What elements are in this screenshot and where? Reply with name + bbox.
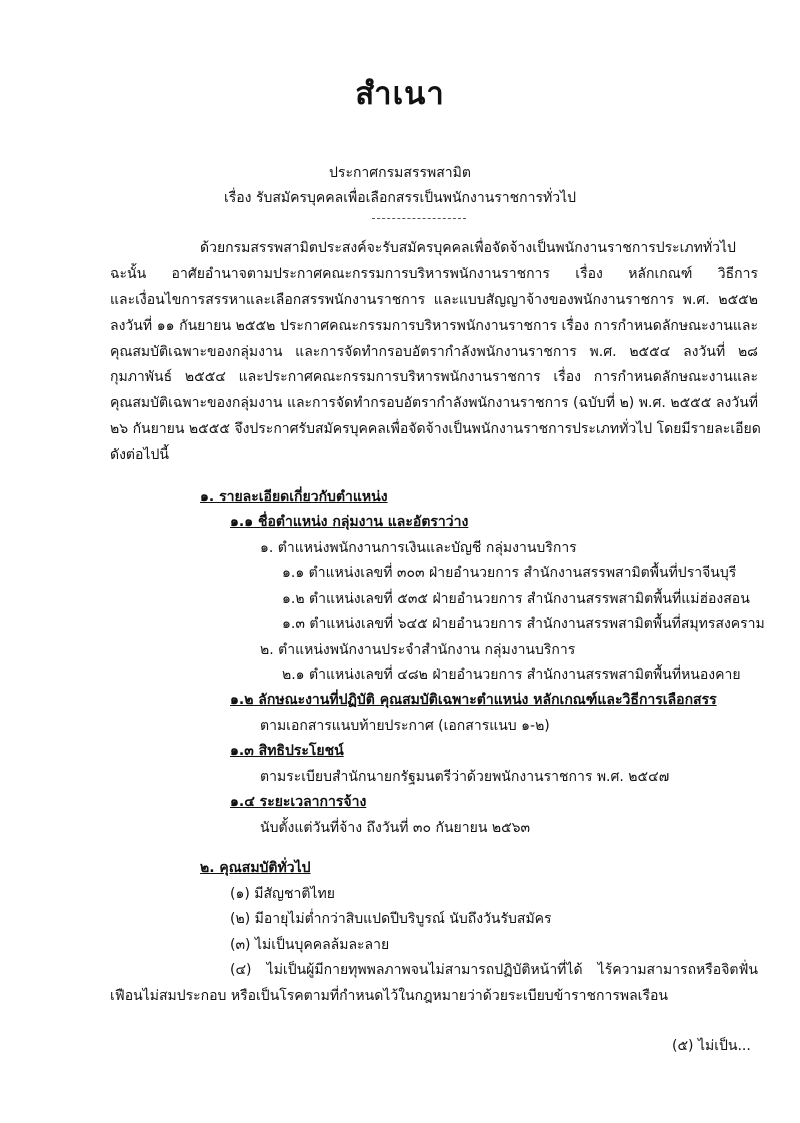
section-1-2-text: ตามเอกสารแนบท้ายประกาศ (เอกสารแนบ ๑-๒) — [260, 718, 550, 734]
section-2-heading: ๒. คุณสมบัติทั่วไป — [200, 860, 311, 876]
intro-line-2: ฉะนั้น อาศัยอำนาจตามประกาศคณะกรรมการบริหารพนักงานราชการ เรื่อง หลักเกณฑ์ วิธีการ — [110, 266, 758, 282]
intro-line-7: คุณสมบัติเฉพาะของกลุ่มงาน และการจัดทำกรอบอัตรากำลังพนักงานราชการ (ฉบับที่ ๒) พ.ศ. ๒๕๕๕ ลงวันที่ — [110, 395, 758, 411]
copy-stamp-title: สำเนา — [355, 76, 445, 112]
section-1-1-heading: ๑.๑ ชื่อตำแหน่ง กลุ่มงาน และอัตราว่าง — [230, 514, 469, 530]
qualification-1: (๑) มีสัญชาติไทย — [230, 886, 335, 902]
section-1-heading: ๑. รายละเอียดเกี่ยวกับตำแหน่ง — [200, 489, 388, 505]
qualification-4-line-1: (๔) ไม่เป็นผู้มีกายทุพพลภาพจนไม่สามารถปฏิบัติหน้าที่ได้ ไร้ความสามารถหรือจิตฟั่น — [230, 962, 758, 978]
qualification-2: (๒) มีอายุไม่ต่ำกว่าสิบแปดปีบริบูรณ์ นับถึงวันรับสมัคร — [230, 911, 552, 927]
intro-line-1: ด้วยกรมสรรพสามิตประสงค์จะรับสมัครบุคคลเพื่อจัดจ้างเป็นพนักงานราชการประเภททั่วไป — [200, 240, 736, 256]
position-1-2: ๑.๒ ตำแหน่งเลขที่ ๕๓๕ ฝ่ายอำนวยการ สำนักงานสรรพสามิตพื้นที่แม่ฮ่องสอน — [282, 591, 750, 607]
heading-divider — [372, 218, 466, 219]
section-1-3-text: ตามระเบียบสำนักนายกรัฐมนตรีว่าด้วยพนักงานราชการ พ.ศ. ๒๕๔๗ — [260, 769, 670, 785]
continued-marker: (๕) ไม่เป็น... — [672, 1038, 751, 1054]
intro-line-9: ดังต่อไปนี้ — [110, 447, 169, 463]
qualification-3: (๓) ไม่เป็นบุคคลล้มละลาย — [230, 937, 390, 953]
announcement-subject: เรื่อง รับสมัครบุคคลเพื่อเลือกสรรเป็นพนักงานราชการทั่วไป — [223, 190, 577, 206]
position-2-1: ๒.๑ ตำแหน่งเลขที่ ๔๘๒ ฝ่ายอำนวยการ สำนักงานสรรพสามิตพื้นที่หนองคาย — [282, 667, 741, 683]
section-1-4-text: นับตั้งแต่วันที่จ้าง ถึงวันที่ ๓๐ กันยายน ๒๕๖๓ — [260, 820, 531, 836]
position-1: ๑. ตำแหน่งพนักงานการเงินและบัญชี กลุ่มงานบริการ — [260, 540, 577, 556]
intro-line-5: คุณสมบัติเฉพาะของกลุ่มงาน และการจัดทำกรอบอัตรากำลังพนักงานราชการ พ.ศ. ๒๕๕๔ ลงวันที่ ๒๘ — [110, 344, 758, 360]
section-1-2-heading: ๑.๒ ลักษณะงานที่ปฏิบัติ คุณสมบัติเฉพาะตำแหน่ง หลักเกณฑ์และวิธีการเลือกสรร — [230, 692, 717, 708]
position-1-1: ๑.๑ ตำแหน่งเลขที่ ๓๐๓ ฝ่ายอำนวยการ สำนักงานสรรพสามิตพื้นที่ปราจีนบุรี — [282, 565, 737, 581]
intro-line-8: ๒๖ กันยายน ๒๕๕๕ จึงประกาศรับสมัครบุคคลเพื่อจัดจ้างเป็นพนักงานราชการประเภททั่วไป โดยมีรายละเอียด — [110, 421, 761, 437]
section-1-4-heading: ๑.๔ ระยะเวลาการจ้าง — [230, 794, 367, 810]
position-2: ๒. ตำแหน่งพนักงานประจำสำนักงาน กลุ่มงานบริการ — [260, 642, 576, 658]
intro-line-3: และเงื่อนไขการสรรหาและเลือกสรรพนักงานราชการ และแบบสัญญาจ้างของพนักงานราชการ พ.ศ. ๒๕๕๒ — [110, 292, 758, 308]
announcement-heading: ประกาศกรมสรรพสามิต — [329, 165, 471, 181]
qualification-4-line-2: เฟือนไม่สมประกอบ หรือเป็นโรคตามที่กำหนดไว้ในกฎหมายว่าด้วยระเบียบข้าราชการพลเรือน — [110, 988, 668, 1004]
position-1-3: ๑.๓ ตำแหน่งเลขที่ ๖๔๕ ฝ่ายอำนวยการ สำนักงานสรรพสามิตพื้นที่สมุทรสงคราม — [282, 616, 765, 632]
section-1-3-heading: ๑.๓ สิทธิประโยชน์ — [230, 743, 344, 759]
intro-line-4: ลงวันที่ ๑๑ กันยายน ๒๕๕๒ ประกาศคณะกรรมการบริหารพนักงานราชการ เรื่อง การกำหนดลักษณะงานและ — [110, 318, 758, 334]
intro-line-6: กุมภาพันธ์ ๒๕๕๔ และประกาศคณะกรรมการบริหารพนักงานราชการ เรื่อง การกำหนดลักษณะงานและ — [110, 369, 758, 385]
